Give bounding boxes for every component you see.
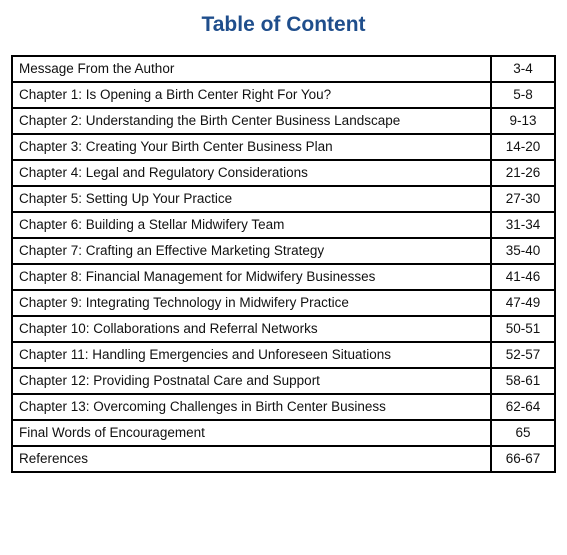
toc-row — [12, 446, 555, 472]
toc-entry-pages: 52-57 — [491, 342, 555, 368]
toc-table-body — [12, 56, 555, 472]
toc-entry-title: Chapter 8: Financial Management for Midwifery Businesses — [12, 264, 491, 290]
toc-entry-title: Chapter 9: Integrating Technology in Midwifery Practice — [12, 290, 491, 316]
toc-entry-title: Message From the Author — [12, 56, 491, 82]
toc-entry-pages: 62-64 — [491, 394, 555, 420]
toc-entry-pages: 58-61 — [491, 368, 555, 394]
toc-entry-pages: 65 — [491, 420, 555, 446]
toc-entry-title: Chapter 10: Collaborations and Referral Networks — [12, 316, 491, 342]
toc-entry-title: Chapter 2: Understanding the Birth Center Business Landscape — [12, 108, 491, 134]
toc-row — [12, 186, 555, 212]
toc-row — [12, 238, 555, 264]
toc-entry-pages: 50-51 — [491, 316, 555, 342]
toc-entry-pages: 47-49 — [491, 290, 555, 316]
toc-row — [12, 368, 555, 394]
toc-entry-pages: 21-26 — [491, 160, 555, 186]
toc-entry-pages: 9-13 — [491, 108, 555, 134]
page-title: Table of Content — [201, 13, 366, 36]
toc-row — [12, 290, 555, 316]
toc-entry-title: Chapter 11: Handling Emergencies and Unforeseen Situations — [12, 342, 491, 368]
toc-row — [12, 108, 555, 134]
toc-entry-pages: 41-46 — [491, 264, 555, 290]
toc-entry-pages: 31-34 — [491, 212, 555, 238]
toc-entry-pages: 5-8 — [491, 82, 555, 108]
toc-entry-pages: 35-40 — [491, 238, 555, 264]
toc-entry-title: References — [12, 446, 491, 472]
toc-entry-title: Final Words of Encouragement — [12, 420, 491, 446]
toc-entry-pages: 14-20 — [491, 134, 555, 160]
toc-row — [12, 160, 555, 186]
toc-row — [12, 134, 555, 160]
toc-entry-title: Chapter 6: Building a Stellar Midwifery Team — [12, 212, 491, 238]
toc-row — [12, 264, 555, 290]
toc-entry-pages: 3-4 — [491, 56, 555, 82]
toc-entry-title: Chapter 5: Setting Up Your Practice — [12, 186, 491, 212]
toc-entry-pages: 27-30 — [491, 186, 555, 212]
toc-entry-title: Chapter 7: Crafting an Effective Marketing Strategy — [12, 238, 491, 264]
toc-entry-title: Chapter 1: Is Opening a Birth Center Right For You? — [12, 82, 491, 108]
toc-row — [12, 82, 555, 108]
toc-entry-title: Chapter 4: Legal and Regulatory Considerations — [12, 160, 491, 186]
toc-row — [12, 394, 555, 420]
toc-entry-pages: 66-67 — [491, 446, 555, 472]
toc-row — [12, 316, 555, 342]
toc-row — [12, 342, 555, 368]
toc-row — [12, 212, 555, 238]
toc-row — [12, 420, 555, 446]
toc-entry-title: Chapter 13: Overcoming Challenges in Birth Center Business — [12, 394, 491, 420]
toc-row — [12, 56, 555, 82]
toc-entry-title: Chapter 3: Creating Your Birth Center Business Plan — [12, 134, 491, 160]
toc-table — [11, 55, 556, 473]
toc-entry-title: Chapter 12: Providing Postnatal Care and Support — [12, 368, 491, 394]
